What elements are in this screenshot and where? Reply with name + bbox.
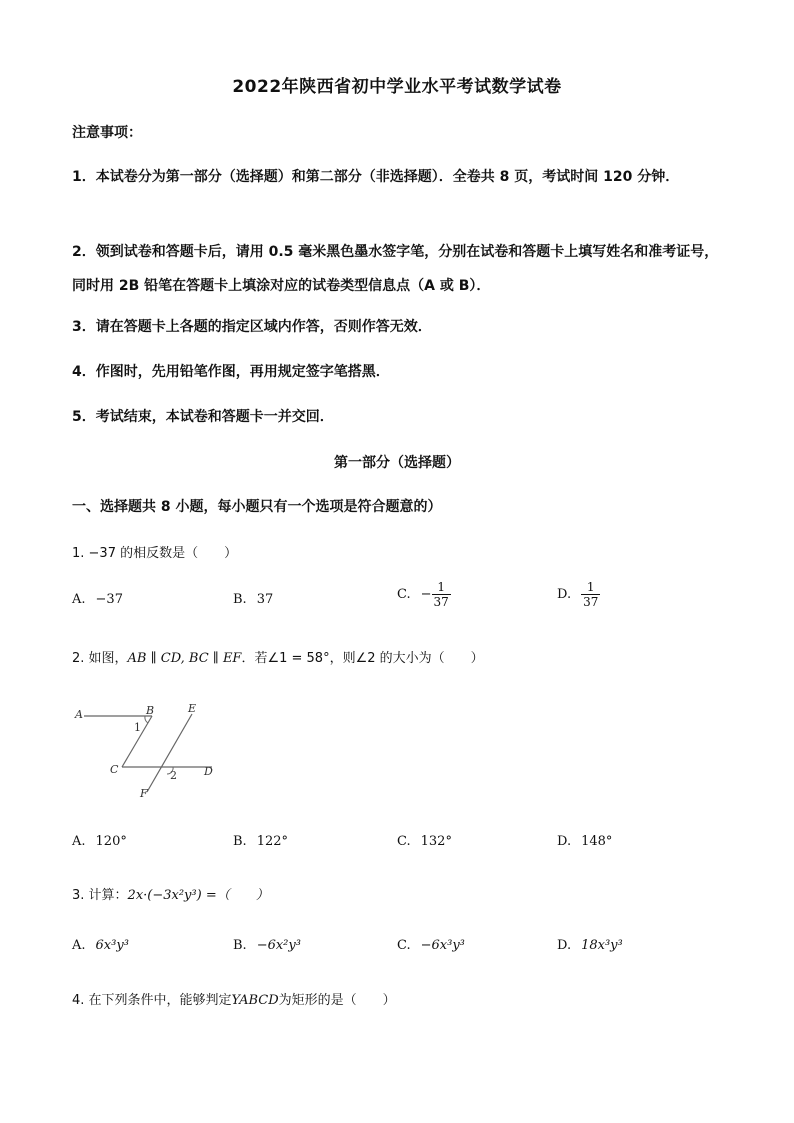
page-title: 2022年陕西省初中学业水平考试数学试卷 [232, 77, 562, 97]
note-1: 1．本试卷分为第一部分（选择题）和第二部分（非选择题）．全卷共 8 页，考试时间 120 分钟． [72, 169, 680, 185]
angle-2-label: 2 [170, 769, 177, 782]
option-text: 37 [256, 592, 274, 607]
part-heading: 一、选择题共 8 小题，每小题只有一个选项是符合题意的） [72, 499, 442, 515]
question-1-option-c [397, 580, 451, 609]
question-4-stem [72, 989, 396, 1008]
parallel-lines-figure [72, 700, 232, 800]
notes-heading: 注意事项： [72, 125, 142, 141]
fraction-numerator: 1 [437, 580, 445, 594]
stem-math: AB ∥ CD, BC ∥ EF [127, 651, 242, 666]
option-text: 18x³y³ [581, 938, 623, 953]
note-2: 2．领到试卷和答题卡后，请用 0.5 毫米黑色墨水签字笔，分别在试卷和答题卡上填写姓名和准考证号，同时用 2B 铅笔在答题卡上填涂对应的试卷类型信息点（A 或 B）． [72, 244, 719, 294]
question-2-option-b [233, 834, 288, 849]
fraction [432, 580, 451, 609]
point-a-label: A [75, 708, 83, 721]
question-1-option-a [72, 592, 123, 607]
option-text: −37 [95, 592, 123, 607]
option-label: A. [72, 834, 86, 849]
stem-text: 4. 在下列条件中，能够判定 [72, 993, 232, 1008]
question-2-option-c [397, 834, 452, 849]
stem-text: 2. 如图， [72, 651, 128, 666]
option-text: 120° [95, 834, 127, 849]
question-1-option-b [233, 592, 273, 607]
fraction [581, 580, 600, 609]
fraction-numerator: 1 [586, 580, 595, 594]
option-label: B. [233, 592, 247, 607]
angle-1-arc [145, 716, 148, 723]
option-prefix: − [420, 587, 432, 602]
option-label: D. [557, 834, 572, 849]
note-4: 4．作图时，先用铅笔作图，再用规定签字笔搭黑． [72, 364, 390, 380]
option-label: A. [72, 938, 86, 953]
option-label: C. [397, 938, 411, 953]
option-text: −6x³y³ [420, 938, 465, 953]
question-3-option-b [233, 938, 301, 953]
stem-text: 为矩形的是（ ） [278, 993, 396, 1008]
question-2-option-a [72, 834, 127, 849]
section-heading: 第一部分（选择题） [334, 455, 460, 471]
option-label: C. [397, 834, 411, 849]
option-label: B. [233, 938, 247, 953]
option-text: 122° [256, 834, 289, 849]
question-1-option-d [557, 580, 600, 609]
option-text: 132° [420, 834, 452, 849]
point-c-label: C [110, 763, 119, 776]
question-2-option-d [557, 834, 612, 849]
question-2-stem [72, 647, 484, 666]
fraction-denominator: 37 [433, 595, 449, 609]
point-f-label: F [140, 787, 148, 800]
question-3-stem [72, 884, 269, 903]
question-1-stem: 1. −37 的相反数是（ ） [72, 546, 238, 561]
option-label: D. [557, 938, 572, 953]
note-5: 5．考试结束，本试卷和答题卡一并交回． [72, 409, 334, 425]
fraction-denominator: 37 [583, 595, 599, 609]
stem-text: 3. 计算： [72, 888, 128, 903]
stem-text: ．若∠1 = 58°，则∠2 的大小为（ ） [241, 651, 484, 666]
point-d-label: D [204, 765, 213, 778]
option-label: A. [72, 592, 86, 607]
stem-math: YABCD [231, 993, 279, 1008]
stem-math: 2x·(−3x²y³) =（ ） [127, 888, 269, 903]
option-text: −6x²y³ [256, 938, 301, 953]
question-3-option-a [72, 938, 129, 953]
question-3-option-c [397, 938, 465, 953]
option-label: C. [397, 587, 411, 602]
option-label: D. [557, 587, 572, 602]
question-3-option-d [557, 938, 623, 953]
option-text: 148° [581, 834, 613, 849]
option-label: B. [233, 834, 247, 849]
option-text: 6x³y³ [95, 938, 129, 953]
point-e-label: E [188, 702, 197, 715]
point-b-label: B [146, 704, 155, 717]
note-3: 3．请在答题卡上各题的指定区域内作答，否则作答无效． [72, 319, 432, 335]
angle-1-label: 1 [134, 721, 141, 734]
